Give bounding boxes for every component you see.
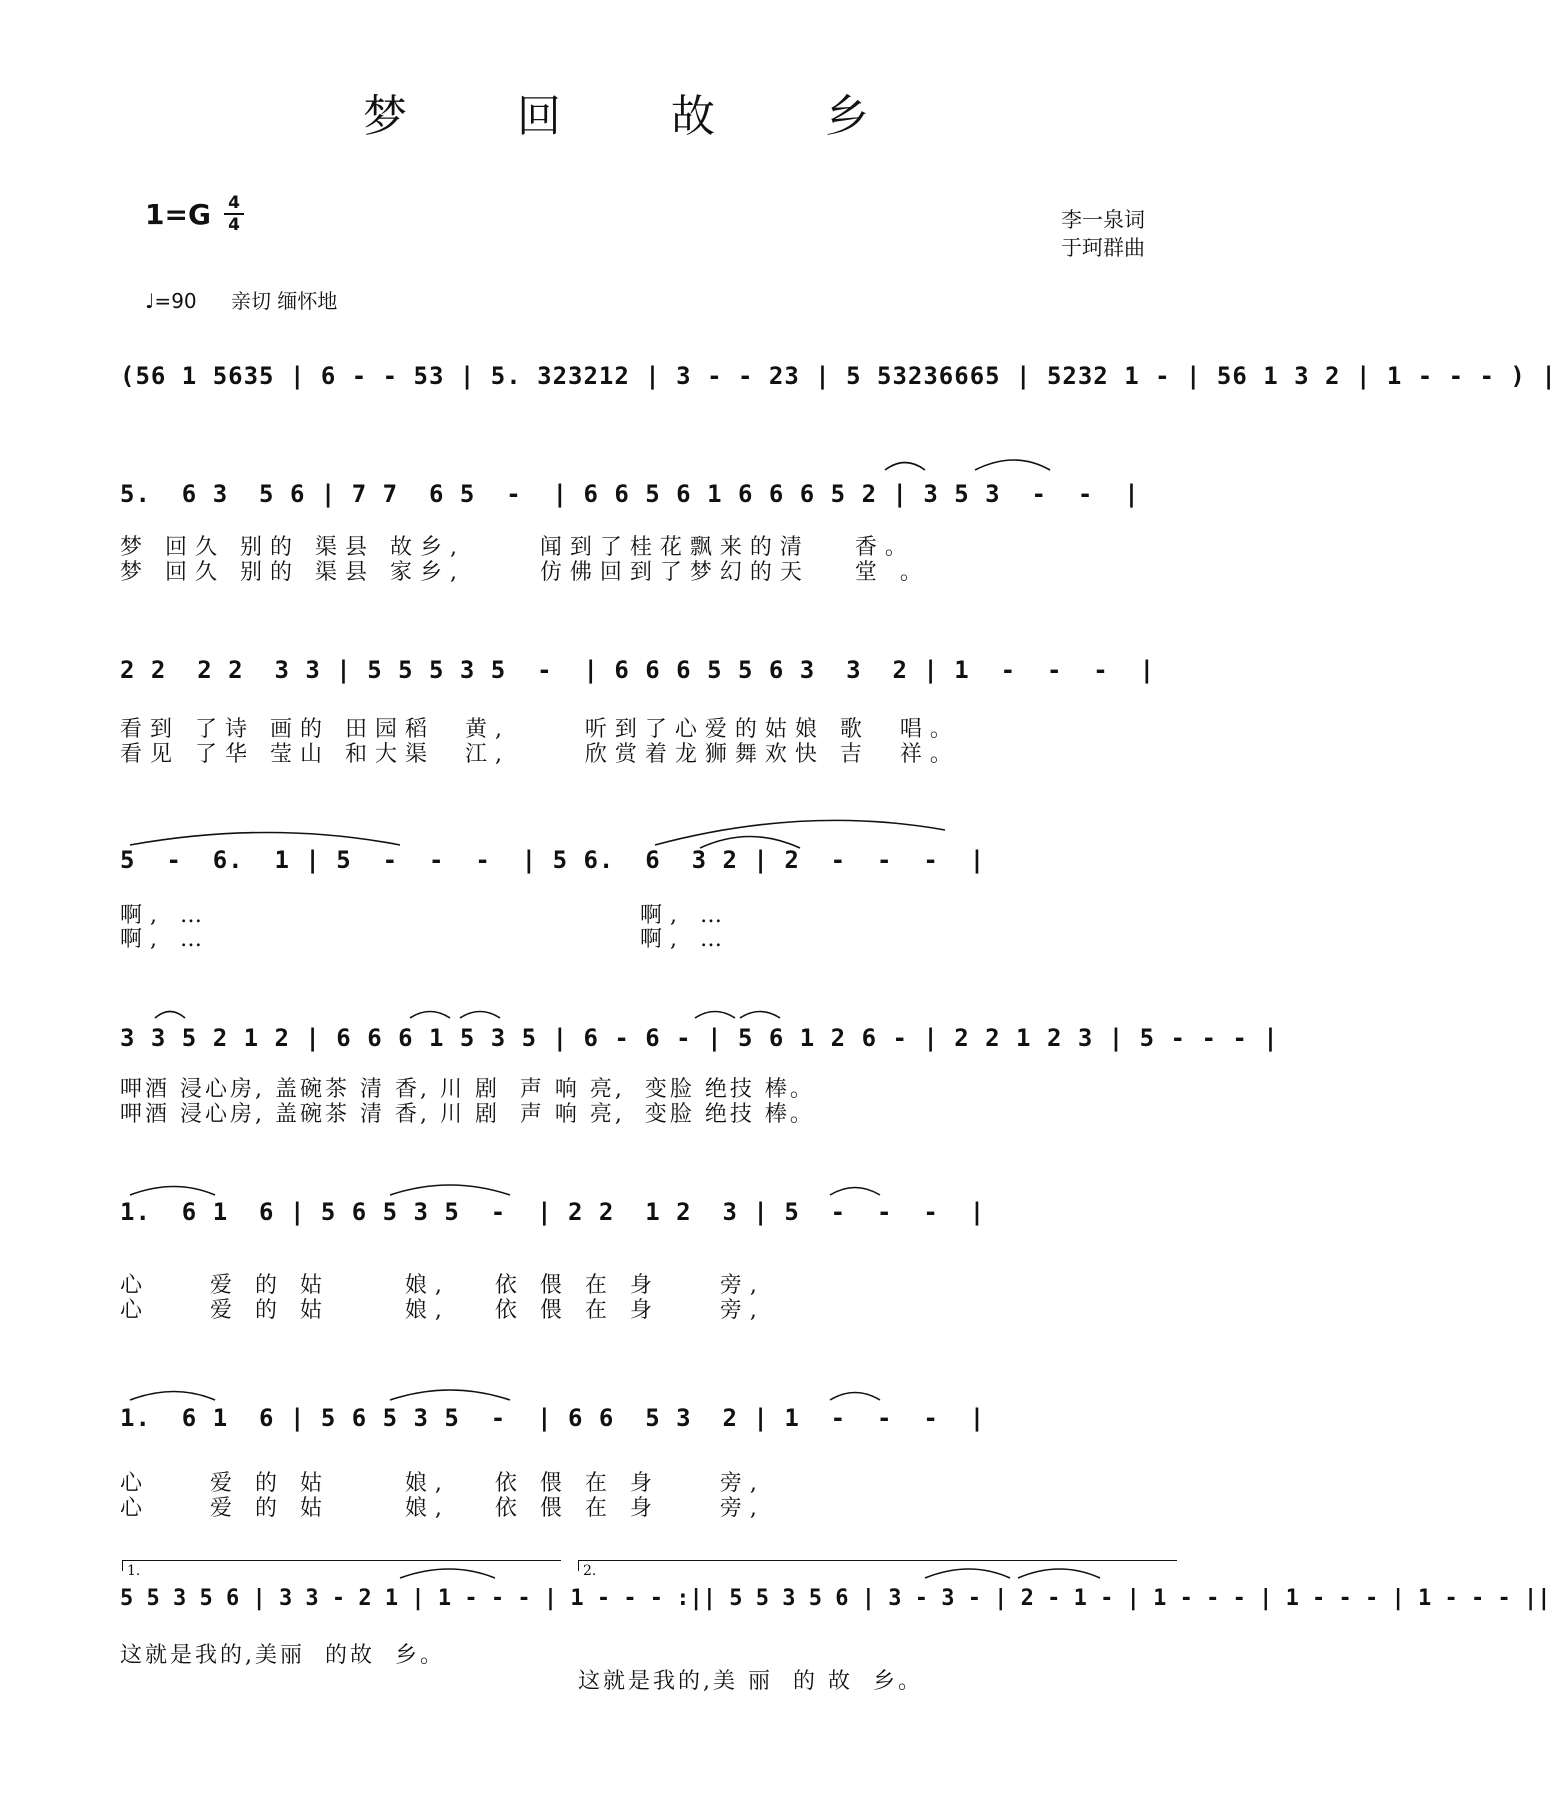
composer: 于珂群曲 — [1061, 236, 1145, 260]
key-signature: 1=G — [145, 198, 211, 231]
lyric-verse2-line4: 心 爱 的 姑 娘, 依 偎 在 身 旁, — [120, 1298, 765, 1323]
volta-second-label: 2. — [583, 1563, 597, 1579]
notation-row-2: 2 2 2 2 3 3 | 5 5 5 3 5 - | 6 6 6 5 5 6 3 3 2 | 1 - - - | — [120, 656, 1156, 684]
lyric-verse1-line3: 呷酒 浸心房, 盖碗茶 清 香, 川 剧 声 响 亮, 变脸 绝技 棒。 — [120, 1077, 815, 1102]
lyricist: 李一泉词 — [1061, 208, 1145, 232]
lyric-ah-3: 啊, … — [640, 903, 730, 928]
lyric-verse1-line5: 心 爱 的 姑 娘, 依 偎 在 身 旁, — [120, 1471, 765, 1496]
lyric-verse1-line2: 看到 了诗 画的 田园稻 黄, 听到了心爱的姑娘 歌 唱。 — [120, 717, 960, 742]
volta-first-label: 1. — [127, 1563, 141, 1579]
expression-mark: 亲切 缅怀地 — [231, 289, 338, 313]
notation-row-5: 1. 6 1 6 | 5 6 5 3 5 - | 2 2 1 2 3 | 5 - - - | — [120, 1198, 986, 1226]
notation-row-intro: (56 1 5635 | 6 - - 53 | 5. 323212 | 3 - - 23 | 5 53236665 | 5232 1 - | 56 1 3 2 | 1 - - - ) | — [120, 362, 1557, 390]
notation-row-1: 5. 6 3 5 6 | 7 7 6 5 - | 6 6 5 6 1 6 6 6 5 2 | 3 5 3 - - | — [120, 480, 1140, 508]
lyric-ah-4: 啊, … — [640, 927, 730, 952]
notation-row-4: 3 3 5 2 1 2 | 6 6 6 1 5 3 5 | 6 - 6 - | 5 6 1 2 6 - | 2 2 1 2 3 | 5 - - - | — [120, 1024, 1279, 1052]
meter-top: 4 — [228, 193, 240, 213]
notation-row-ending: 5 5 3 5 6 | 3 3 - 2 1 | 1 - - - | 1 - - - :|| 5 5 3 5 6 | 3 - 3 - | 2 - 1 - | 1 - - - | 1 - - - | 1 - - - || — [120, 1586, 1551, 1611]
lyric-ending-2: 这就是我的,美 丽 的 故 乡。 — [578, 1669, 923, 1694]
notation-row-3: 5 - 6. 1 | 5 - - - | 5 6. 6 3 2 | 2 - - - | — [120, 846, 986, 874]
lyric-verse2-line1: 梦 回久 别的 渠县 家乡, 仿佛回到了梦幻的天 堂 。 — [120, 560, 930, 585]
song-title: 梦 回 故 乡 — [363, 91, 917, 142]
lyric-verse1-line1: 梦 回久 别的 渠县 故乡, 闻到了桂花飘来的清 香。 — [120, 535, 915, 560]
lyric-verse2-line3: 呷酒 浸心房, 盖碗茶 清 香, 川 剧 声 响 亮, 变脸 绝技 棒。 — [120, 1102, 815, 1127]
lyric-verse1-line4: 心 爱 的 姑 娘, 依 偎 在 身 旁, — [120, 1273, 765, 1298]
lyric-ah-1: 啊, … — [120, 903, 210, 928]
lyric-ah-2: 啊, … — [120, 927, 210, 952]
tempo-mark: ♩=90 — [145, 289, 197, 313]
notation-row-6: 1. 6 1 6 | 5 6 5 3 5 - | 6 6 5 3 2 | 1 - - - | — [120, 1404, 986, 1432]
meter-bottom: 4 — [228, 215, 240, 235]
lyric-ending-1: 这就是我的,美丽 的故 乡。 — [120, 1643, 445, 1668]
lyric-verse2-line5: 心 爱 的 姑 娘, 依 偎 在 身 旁, — [120, 1496, 765, 1521]
lyric-verse2-line2: 看见 了华 莹山 和大渠 江, 欣赏着龙狮舞欢快 吉 祥。 — [120, 742, 960, 767]
